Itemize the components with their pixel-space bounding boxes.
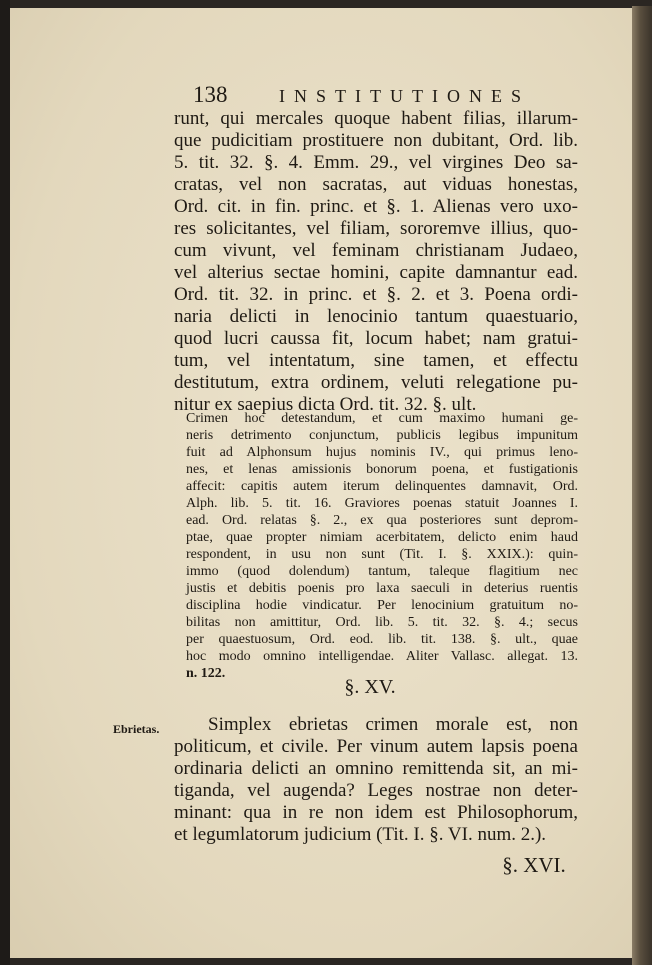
main-text-line: minant: qua in re non idem est Philosophorum, — [174, 802, 578, 823]
page-number: 138 — [193, 82, 228, 107]
main-text-line: cratas, vel non sacratas, aut viduas honestas, — [174, 174, 578, 195]
note-line: bilitas non amittitur, Ord. lib. 5. tit. 32. §. 4.; secus — [186, 615, 578, 630]
main-text-line: res solicitantes, vel filiam, sororemve illius, quo- — [174, 218, 578, 239]
book-spine-edge — [632, 6, 652, 965]
note-line: Alph. lib. 5. tit. 16. Graviores poenas statuit Joannes I. — [186, 496, 578, 511]
note-line: disciplina hodie vindicatur. Per lenocinium gratuitum no- — [186, 598, 578, 613]
main-text-line: Simplex ebrietas crimen morale est, non — [208, 714, 578, 735]
note-line: immo (quod dolendum) tantum, taleque flagitium nec — [186, 564, 578, 579]
margin-note: Ebrietas. — [113, 722, 160, 736]
note-line: fuit ad Alphonsum hujus nominis IV., qui primus leno- — [186, 445, 578, 460]
note-line: affecit: capitis autem iterum delinquentes damnavit, Ord. — [186, 479, 578, 494]
main-text-line: que pudicitiam prostituere non dubitant, Ord. lib. — [174, 130, 578, 151]
main-text-line: ordinaria delicti an omnino remittenda sit, an mi- — [174, 758, 578, 779]
note-line: neris detrimento conjunctum, publicis legibus impunitum — [186, 428, 578, 443]
book-page — [10, 8, 632, 958]
note-line: hoc modo omnino intelligendae. Aliter Vallasc. allegat. 13. — [186, 649, 578, 664]
main-text-line: vel alterius sectae homini, capite damnantur ead. — [174, 262, 578, 283]
note-line: Crimen hoc detestandum, et cum maximo humani ge- — [186, 411, 578, 426]
note-line: per quaestuosum, Ord. eod. lib. tit. 138. §. ult., quae — [186, 632, 578, 647]
main-text-line: tum, vel intentatum, sine tamen, et effectu — [174, 350, 578, 371]
main-text-line: politicum, et civile. Per vinum autem lapsis poena — [174, 736, 578, 757]
note-line: respondent, in usu non sunt (Tit. I. §. XXIX.): quin- — [186, 547, 578, 562]
main-text-line: et legumlatorum judicium (Tit. I. §. VI. num. 2.). — [174, 824, 547, 845]
main-text-line: cum vivunt, vel feminam christianam Judaeo, — [174, 240, 578, 261]
main-text-line: tiganda, vel augenda? Leges nostrae non deter- — [174, 780, 578, 801]
note-line: ead. Ord. relatas §. 2., ex qua posteriores sunt deprom- — [186, 513, 578, 528]
main-text-line: nitur ex saepius dicta Ord. tit. 32. §. ult. — [174, 394, 477, 415]
section-heading-xv: §. XV. — [344, 676, 396, 698]
main-text-line: destitutum, extra ordinem, veluti relegatione pu- — [174, 372, 578, 393]
section-heading-xvi: §. XVI. — [502, 853, 566, 877]
note-line: n. 122. — [186, 666, 226, 681]
main-text-line: naria delicti in lenocinio tantum quaestuario, — [174, 306, 578, 327]
main-text-line: Ord. tit. 32. in princ. et §. 2. et 3. Poena ordi- — [174, 284, 578, 305]
scan-left-shadow — [0, 0, 10, 965]
main-text-line: quod lucri caussa fit, locum habet; nam gratui- — [174, 328, 578, 349]
main-text-line: 5. tit. 32. §. 4. Emm. 29., vel virgines Deo sa- — [174, 152, 578, 173]
note-line: justis et debitis poenis pro laxa saeculi in deterius ruentis — [186, 581, 578, 596]
note-line: nes, et lenas amissionis bonorum poena, et fustigationis — [186, 462, 578, 477]
note-line: ptae, quae propter nimiam acerbitatem, delicto enim haud — [186, 530, 578, 545]
main-text-line: runt, qui mercales quoque habent filias, illarum- — [174, 108, 578, 129]
running-title: INSTITUTIONES — [279, 86, 530, 106]
main-text-line: Ord. cit. in fin. princ. et §. 1. Alienas vero uxo- — [174, 196, 578, 217]
